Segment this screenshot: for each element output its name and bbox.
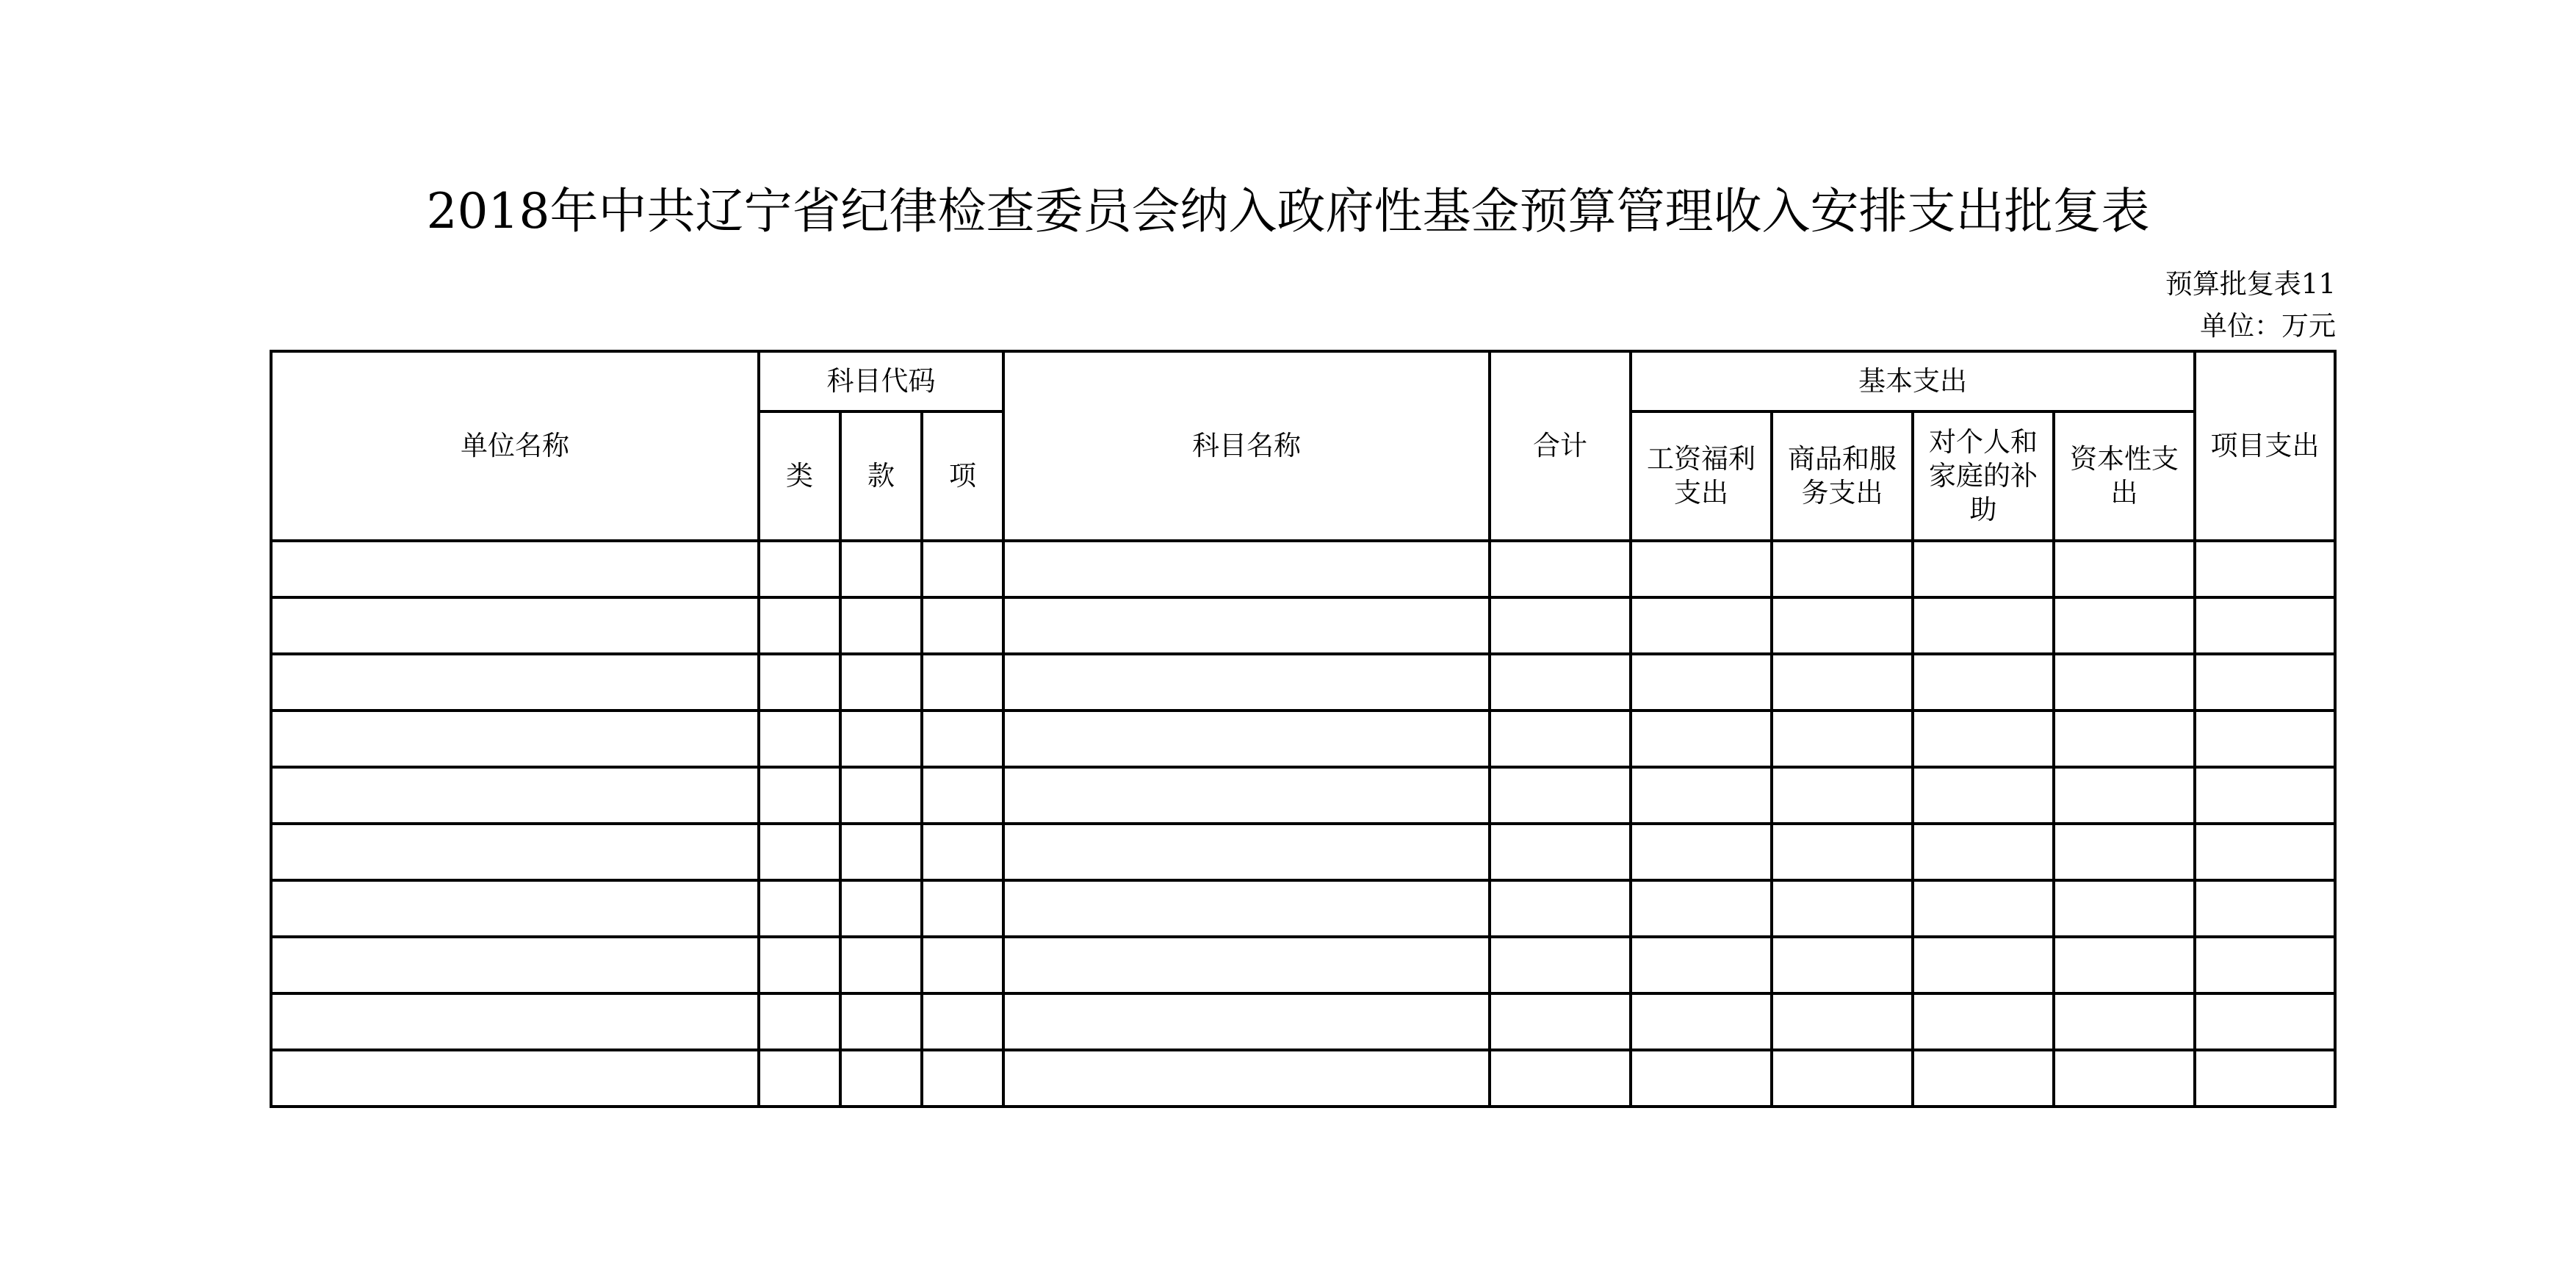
cell-unit-name — [271, 880, 759, 937]
cell-subsidy-individuals — [1913, 880, 2054, 937]
header-basic-expenditure: 基本支出 — [1631, 351, 2195, 411]
header-class: 类 — [759, 411, 840, 541]
cell-class — [759, 937, 840, 993]
cell-unit-name — [271, 937, 759, 993]
cell-section — [840, 597, 922, 654]
cell-goods-services — [1772, 767, 1913, 824]
cell-subsidy-individuals — [1913, 1050, 2054, 1107]
header-section: 款 — [840, 411, 922, 541]
cell-goods-services — [1772, 993, 1913, 1050]
cell-capital — [2054, 541, 2195, 597]
cell-total — [1490, 993, 1631, 1050]
cell-subsidy-individuals — [1913, 654, 2054, 711]
document-title: 2018年中共辽宁省纪律检查委员会纳入政府性基金预算管理收入安排支出批复表 — [426, 183, 2150, 240]
cell-item — [922, 711, 1003, 767]
cell-subject-name — [1003, 654, 1490, 711]
cell-unit-name — [271, 654, 759, 711]
cell-item — [922, 767, 1003, 824]
cell-subsidy-individuals — [1913, 597, 2054, 654]
cell-wages-welfare — [1631, 1050, 1772, 1107]
cell-project-expenditure — [2195, 824, 2335, 880]
cell-class — [759, 824, 840, 880]
table-row — [271, 597, 2335, 654]
cell-item — [922, 597, 1003, 654]
cell-class — [759, 541, 840, 597]
table-row — [271, 993, 2335, 1050]
cell-section — [840, 880, 922, 937]
cell-project-expenditure — [2195, 880, 2335, 937]
cell-capital — [2054, 767, 2195, 824]
cell-total — [1490, 1050, 1631, 1107]
cell-unit-name — [271, 711, 759, 767]
cell-subsidy-individuals — [1913, 767, 2054, 824]
cell-capital — [2054, 654, 2195, 711]
table-number: 预算批复表11 — [2165, 268, 2336, 300]
cell-section — [840, 1050, 922, 1107]
cell-section — [840, 993, 922, 1050]
header-wages-welfare: 工资福利支出 — [1631, 411, 1772, 541]
cell-subsidy-individuals — [1913, 937, 2054, 993]
cell-total — [1490, 824, 1631, 880]
cell-total — [1490, 541, 1631, 597]
header-total: 合计 — [1490, 351, 1631, 541]
cell-class — [759, 711, 840, 767]
cell-item — [922, 1050, 1003, 1107]
cell-class — [759, 767, 840, 824]
header-goods-services: 商品和服务支出 — [1772, 411, 1913, 541]
cell-unit-name — [271, 767, 759, 824]
cell-section — [840, 937, 922, 993]
cell-subsidy-individuals — [1913, 993, 2054, 1050]
cell-total — [1490, 767, 1631, 824]
header-project-expenditure: 项目支出 — [2195, 351, 2335, 541]
cell-wages-welfare — [1631, 541, 1772, 597]
cell-goods-services — [1772, 597, 1913, 654]
cell-unit-name — [271, 824, 759, 880]
cell-project-expenditure — [2195, 937, 2335, 993]
cell-unit-name — [271, 597, 759, 654]
table-row — [271, 1050, 2335, 1107]
cell-project-expenditure — [2195, 711, 2335, 767]
cell-item — [922, 654, 1003, 711]
cell-section — [840, 767, 922, 824]
table-row — [271, 880, 2335, 937]
cell-section — [840, 824, 922, 880]
cell-subject-name — [1003, 541, 1490, 597]
cell-wages-welfare — [1631, 993, 1772, 1050]
table-row — [271, 937, 2335, 993]
header-capital: 资本性支出 — [2054, 411, 2195, 541]
cell-goods-services — [1772, 711, 1913, 767]
cell-subject-name — [1003, 937, 1490, 993]
cell-item — [922, 824, 1003, 880]
cell-wages-welfare — [1631, 711, 1772, 767]
cell-goods-services — [1772, 1050, 1913, 1107]
cell-project-expenditure — [2195, 541, 2335, 597]
cell-capital — [2054, 993, 2195, 1050]
cell-wages-welfare — [1631, 654, 1772, 711]
cell-subject-name — [1003, 1050, 1490, 1107]
cell-subject-name — [1003, 767, 1490, 824]
header-subsidy-individuals: 对个人和家庭的补助 — [1913, 411, 2054, 541]
cell-subject-name — [1003, 880, 1490, 937]
cell-goods-services — [1772, 824, 1913, 880]
cell-goods-services — [1772, 541, 1913, 597]
table-row — [271, 711, 2335, 767]
table-row — [271, 541, 2335, 597]
cell-wages-welfare — [1631, 824, 1772, 880]
cell-capital — [2054, 937, 2195, 993]
cell-subject-name — [1003, 597, 1490, 654]
cell-class — [759, 654, 840, 711]
cell-subject-name — [1003, 824, 1490, 880]
cell-capital — [2054, 880, 2195, 937]
cell-subject-name — [1003, 711, 1490, 767]
cell-total — [1490, 880, 1631, 937]
cell-total — [1490, 597, 1631, 654]
cell-section — [840, 541, 922, 597]
cell-total — [1490, 711, 1631, 767]
cell-project-expenditure — [2195, 1050, 2335, 1107]
cell-unit-name — [271, 541, 759, 597]
header-unit-name: 单位名称 — [271, 351, 759, 541]
cell-wages-welfare — [1631, 597, 1772, 654]
header-subject-name: 科目名称 — [1003, 351, 1490, 541]
table-body — [271, 541, 2335, 1107]
cell-project-expenditure — [2195, 767, 2335, 824]
cell-class — [759, 880, 840, 937]
unit-label: 单位：万元 — [2200, 310, 2336, 342]
cell-project-expenditure — [2195, 993, 2335, 1050]
cell-item — [922, 880, 1003, 937]
cell-project-expenditure — [2195, 654, 2335, 711]
cell-subsidy-individuals — [1913, 824, 2054, 880]
header-item: 项 — [922, 411, 1003, 541]
cell-wages-welfare — [1631, 937, 1772, 993]
cell-subsidy-individuals — [1913, 711, 2054, 767]
cell-class — [759, 597, 840, 654]
cell-wages-welfare — [1631, 767, 1772, 824]
cell-subject-name — [1003, 993, 1490, 1050]
cell-capital — [2054, 597, 2195, 654]
cell-total — [1490, 654, 1631, 711]
cell-project-expenditure — [2195, 597, 2335, 654]
cell-item — [922, 937, 1003, 993]
cell-capital — [2054, 1050, 2195, 1107]
cell-unit-name — [271, 993, 759, 1050]
table-row — [271, 654, 2335, 711]
cell-goods-services — [1772, 937, 1913, 993]
header-subject-code: 科目代码 — [759, 351, 1003, 411]
cell-subsidy-individuals — [1913, 541, 2054, 597]
table-row — [271, 767, 2335, 824]
cell-section — [840, 654, 922, 711]
cell-capital — [2054, 711, 2195, 767]
cell-capital — [2054, 824, 2195, 880]
cell-class — [759, 1050, 840, 1107]
cell-section — [840, 711, 922, 767]
cell-goods-services — [1772, 654, 1913, 711]
budget-approval-table — [270, 350, 2337, 1108]
cell-total — [1490, 937, 1631, 993]
cell-goods-services — [1772, 880, 1913, 937]
table-row — [271, 824, 2335, 880]
cell-unit-name — [271, 1050, 759, 1107]
cell-item — [922, 993, 1003, 1050]
cell-item — [922, 541, 1003, 597]
cell-class — [759, 993, 840, 1050]
cell-wages-welfare — [1631, 880, 1772, 937]
